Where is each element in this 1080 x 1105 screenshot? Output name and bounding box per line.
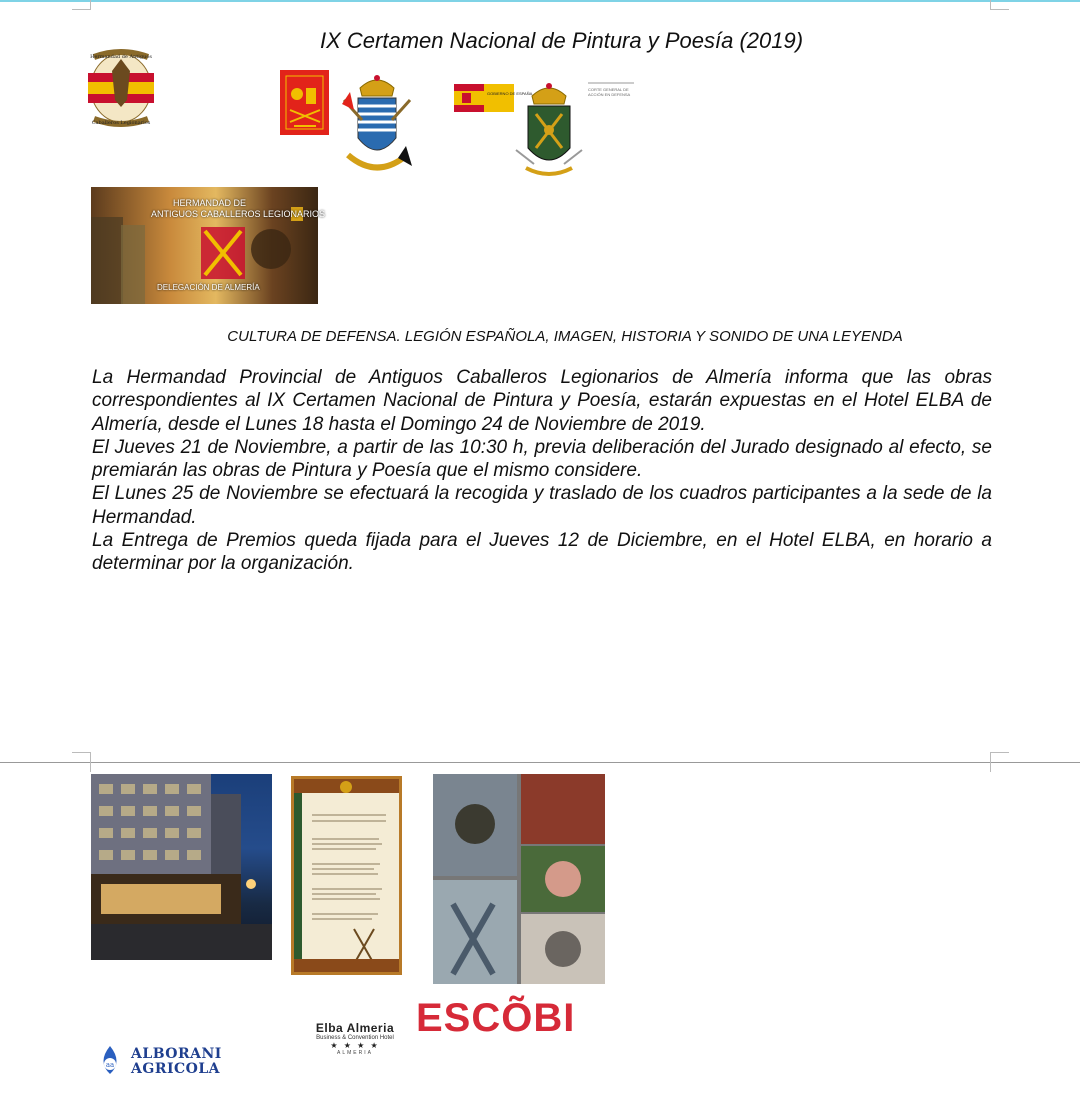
elba-stars: ★ ★ ★ ★ (330, 1041, 380, 1050)
banner-line-3: DELEGACIÓN DE ALMERÍA (157, 283, 260, 292)
green-shield-logo (514, 80, 584, 182)
hermandad-badge-logo (82, 45, 160, 130)
elba-city: ALMERIA (337, 1050, 373, 1056)
banner-line-2: ANTIGUOS CABALLEROS LEGIONARIOS (151, 209, 326, 219)
alborani-drop-icon (93, 1044, 127, 1076)
hermandad-banner-image (91, 187, 326, 304)
gobierno-espana-logo (454, 84, 533, 112)
crop-mark-mid-right-h (990, 752, 1009, 753)
artwork-collage-image (433, 774, 605, 984)
crop-mark-mid-left-h (72, 752, 91, 753)
crop-mark-mid-left (90, 752, 91, 772)
paragraph-exhibition: La Hermandad Provincial de Antiguos Caballeros Legionarios de Almería informa que las obras correspondientes al IX Certamen Nacional de Pintura y Poesía, estarán expuestas en el Hotel ELBA de Almería, desde el Lunes 18 hasta el Domingo 24 de Noviembre de 2019. (92, 367, 992, 435)
alborani-line-1: ALBORANI (131, 1046, 222, 1062)
crop-mark-top-left-h (72, 9, 91, 10)
announcement-body (92, 366, 992, 576)
poetry-parchment-image (291, 776, 402, 975)
elba-hotel-logo (300, 1021, 410, 1056)
paragraph-jury: El Jueves 21 de Noviembre, a partir de las 10:30 h, previa deliberación del Jurado designado al efecto, se premiarán las obras de Pintura y Poesía que el mismo considere. (92, 436, 992, 482)
svg-text:aa: aa (105, 1061, 115, 1069)
elba-name: Elba Almeria (315, 1021, 395, 1035)
escobi-logo-text: ESCÕBI (416, 996, 576, 1040)
banner-line-1: HERMANDAD DE (173, 198, 247, 208)
badge-bottom-text: Caballeros Legionarios (91, 120, 151, 126)
alborani-agricola-logo (93, 1044, 223, 1078)
badge-top-text: Hermandad de Antiguos (90, 54, 152, 60)
crop-mark-top-right-h (990, 9, 1009, 10)
ministry-text: CORTE GENERAL DE ACCIÓN EN DEFENSA (588, 87, 631, 97)
alborani-line-2: AGRICOLA (131, 1061, 221, 1077)
page-break-line (0, 762, 1080, 763)
red-emblem-logo (280, 70, 329, 135)
paragraph-awards: La Entrega de Premios queda fijada para el Jueves 12 de Diciembre, en el Hotel ELBA, en horario a determinar por la organización. (92, 530, 992, 575)
ministry-text-block (588, 82, 634, 97)
gov-text: GOBIERNO DE ESPAÑA (487, 91, 533, 96)
hotel-photo (91, 774, 272, 960)
elba-subtitle: Business & Convention Hotel (316, 1035, 394, 1041)
crop-mark-mid-right (990, 752, 991, 772)
page-title: IX Certamen Nacional de Pintura y Poesía (2019) (320, 28, 804, 53)
crowned-shield-logo (340, 70, 415, 182)
section-subtitle: CULTURA DE DEFENSA. LEGIÓN ESPAÑOLA, IMAGEN, HISTORIA Y SONIDO DE UNA LEYENDA (227, 328, 903, 345)
top-border (0, 0, 1080, 2)
paragraph-collection: El Lunes 25 de Noviembre se efectuará la recogida y traslado de los cuadros participantes a la sede de la Hermandad. (92, 483, 992, 528)
